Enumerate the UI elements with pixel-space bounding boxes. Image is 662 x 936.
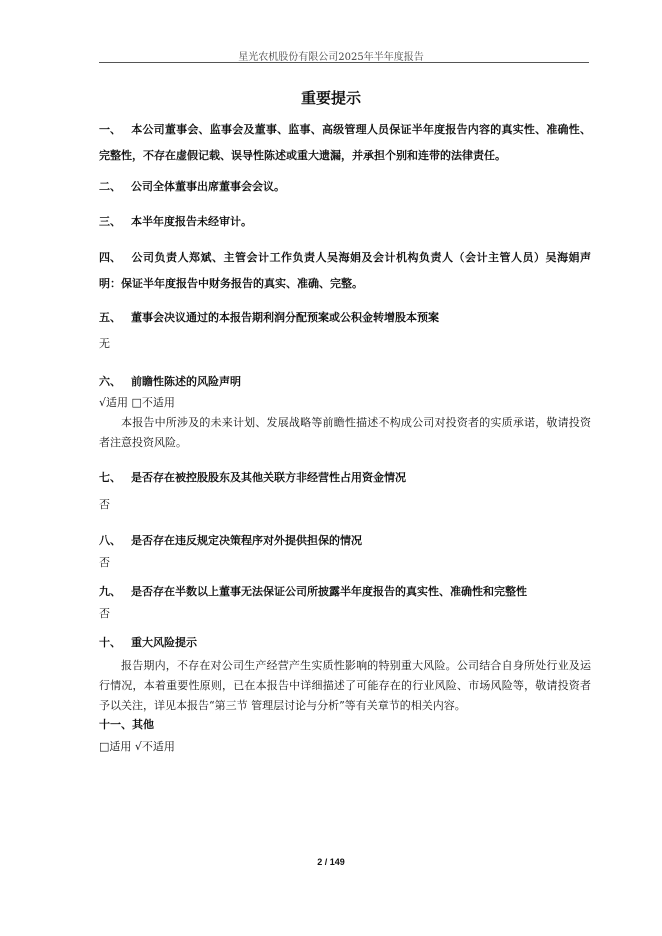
- section-6: [99, 369, 591, 395]
- section-text: 是否存在半数以上董事无法保证公司所披露半年度报告的真实性、准确性和完整性: [131, 585, 527, 598]
- section-text: 前瞻性陈述的风险声明: [131, 375, 241, 388]
- section-number: 二、: [99, 180, 121, 193]
- section-1: [99, 117, 591, 169]
- section-number: 五、: [99, 311, 121, 324]
- section-text: 是否存在被控股股东及其他关联方非经营性占用资金情况: [131, 471, 406, 484]
- section-text: 公司负责人郑斌、主管会计工作负责人吴海娟及会计机构负责人（会计主管人员）吴海娟声明：保证半年度报告中财务报告的真实、准确、完整。: [99, 251, 591, 290]
- section-7-answer: 否: [99, 498, 110, 511]
- section-number: 十一、: [99, 718, 132, 731]
- header-divider: [99, 62, 589, 63]
- section-6-statement: 本报告中所涉及的未来计划、发展战略等前瞻性描述不构成公司对投资者的实质承诺，敬请投资者注意投资风险。: [99, 416, 591, 449]
- section-7: [99, 465, 591, 491]
- section-5-answer: 无: [99, 337, 110, 350]
- page-number: 2 / 149: [317, 857, 345, 867]
- section-2: [99, 174, 591, 200]
- section-number: 七、: [99, 471, 121, 484]
- section-10: [99, 630, 591, 656]
- section-text: 董事会决议通过的本报告期利润分配预案或公积金转增股本预案: [131, 311, 439, 324]
- section-text: 本半年度报告未经审计。: [131, 215, 252, 228]
- section-8-answer: 否: [99, 556, 110, 569]
- section-number: 十、: [99, 636, 121, 649]
- section-number: 三、: [99, 215, 121, 228]
- section-6-applicability: √适用 □不适用: [99, 396, 175, 409]
- section-number: 四、: [99, 251, 121, 264]
- section-11-applicability: □适用 √不适用: [99, 740, 175, 753]
- section-3: [99, 209, 591, 235]
- section-8: [99, 528, 591, 554]
- section-number: 八、: [99, 534, 121, 547]
- section-number: 一、: [99, 123, 121, 136]
- section-text: 是否存在违反规定决策程序对外提供担保的情况: [131, 534, 362, 547]
- section-4: [99, 245, 591, 297]
- section-9-answer: 否: [99, 607, 110, 620]
- section-text: 重大风险提示: [131, 636, 197, 649]
- section-number: 九、: [99, 585, 121, 598]
- section-11: [99, 712, 591, 738]
- page-header: 星光农机股份有限公司2025年半年度报告: [238, 52, 424, 63]
- page-title: 重要提示: [300, 89, 361, 107]
- section-text: 本公司董事会、监事会及董事、监事、高级管理人员保证半年度报告内容的真实性、准确性、完整性，不存在虚假记载、误导性陈述或重大遗漏，并承担个别和连带的法律责任。: [99, 123, 591, 162]
- section-number: 六、: [99, 375, 121, 388]
- section-9: [99, 579, 591, 605]
- section-text: 公司全体董事出席董事会会议。: [131, 180, 285, 193]
- section-10-risk-text: 报告期内，不存在对公司生产经营产生实质性影响的特别重大风险。公司结合自身所处行业及运行情况，本着重要性原则，已在本报告中详细描述了可能存在的行业风险、市场风险等，敬请投资者予以关注，详见本报告“第三节 管理层讨论与分析”等有关章节的相关内容。: [99, 659, 591, 712]
- section-5: [99, 305, 591, 331]
- section-text: 其他: [132, 718, 154, 731]
